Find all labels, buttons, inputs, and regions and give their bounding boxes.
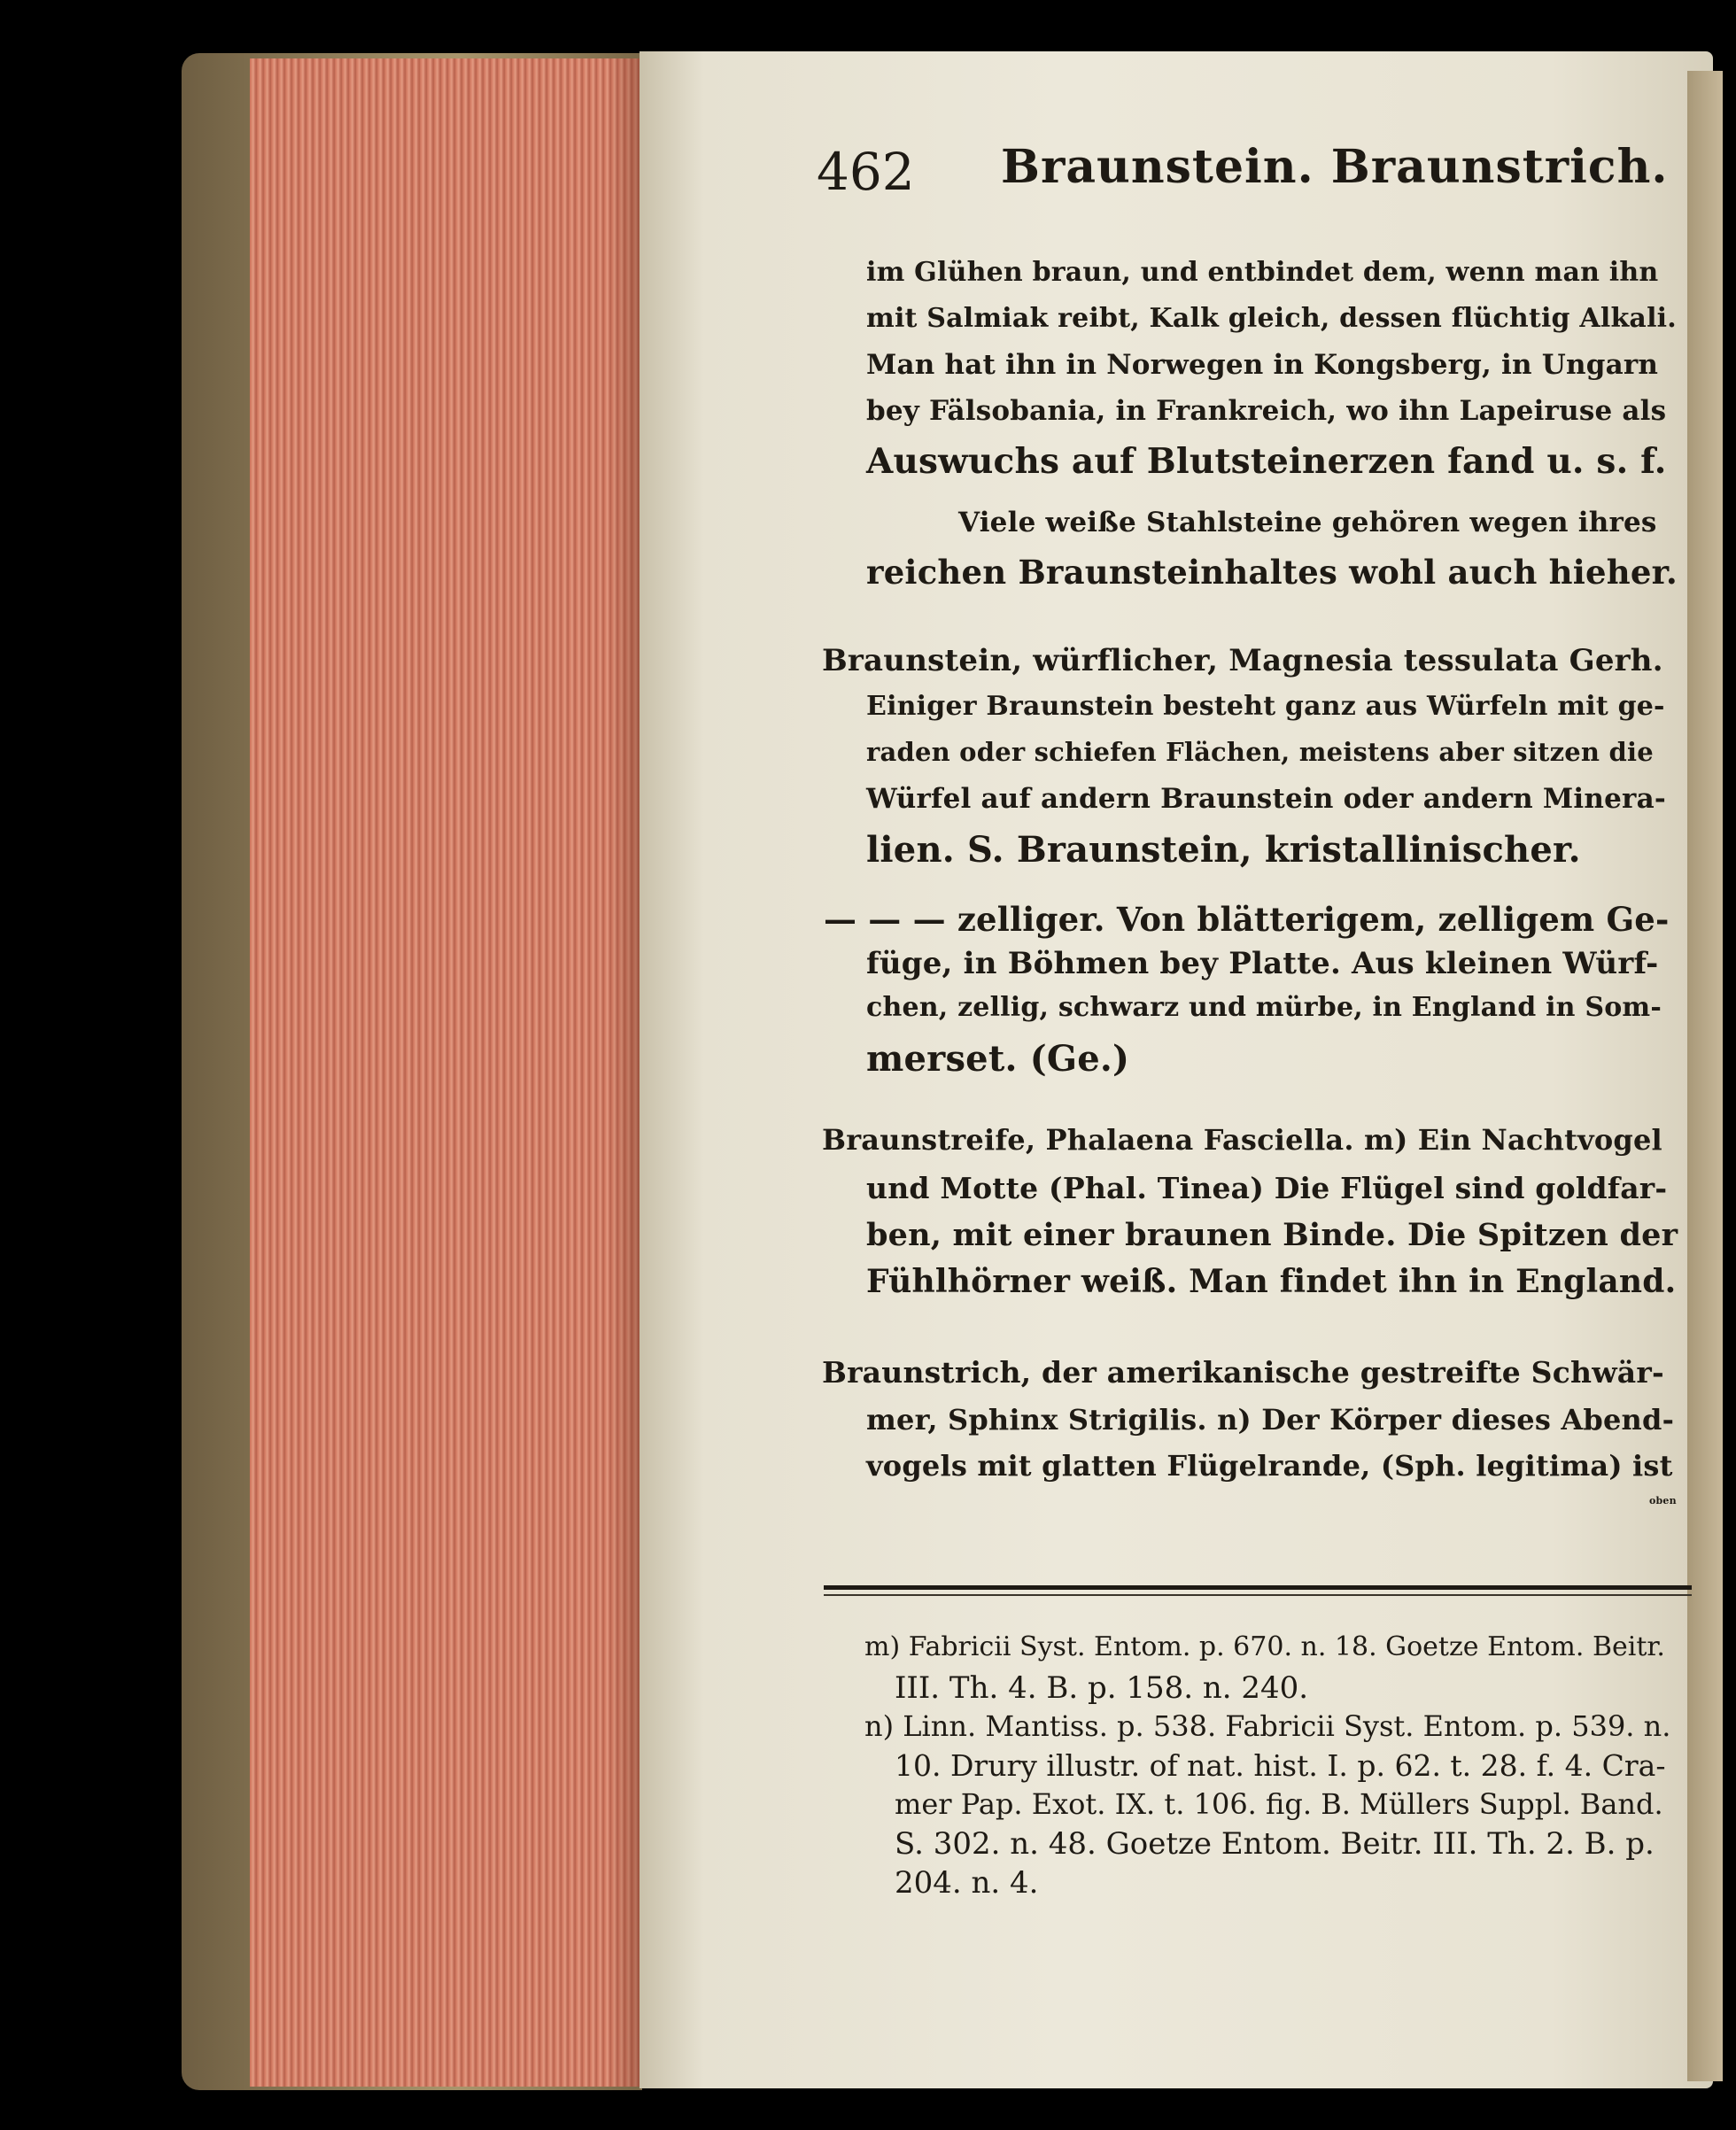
body-line: und Motte (Phal. Tinea) Die Flügel sind goldfar-	[866, 1171, 1668, 1205]
entry-heading-line: — — — zelliger. Von blätterigem, zelligem Ge-	[824, 900, 1670, 939]
body-line: merset. (Ge.)	[866, 1038, 1130, 1080]
body-line: Man hat ihn in Norwegen in Kongsberg, in Ungarn	[866, 349, 1659, 381]
body-line: vogels mit glatten Flügelrande, (Sph. legitima) ist	[866, 1449, 1673, 1483]
body-line: raden oder schiefen Flächen, meistens aber sitzen die	[866, 737, 1654, 767]
entry-heading-line: Braunstrich, der amerikanische gestreifte Schwär-	[822, 1355, 1664, 1390]
running-title: Braunstein. Braunstrich.	[1001, 140, 1669, 194]
body-line: Fühlhörner weiß. Man findet ihn in England.	[866, 1263, 1677, 1300]
body-line: im Glühen braun, und entbindet dem, wenn man ihn	[866, 257, 1659, 288]
body-line: lien. S. Braunstein, kristallinischer.	[866, 829, 1581, 871]
body-line: chen, zellig, schwarz und mürbe, in England in Som-	[866, 992, 1662, 1023]
catchword: oben	[1649, 1495, 1677, 1506]
body-line: Würfel auf andern Braunstein oder andern Minera-	[866, 783, 1666, 815]
footnote-line: 10. Drury illustr. of nat. hist. I. p. 62. t. 28. f. 4. Cra-	[895, 1748, 1666, 1783]
next-page-edge	[1687, 71, 1723, 2081]
body-line: bey Fälsobania, in Frankreich, wo ihn Lapeiruse als	[866, 395, 1667, 427]
body-line: Viele weiße Stahlsteine gehören wegen ihres	[958, 507, 1657, 538]
page-number: 462	[817, 142, 915, 202]
page-edges	[250, 58, 644, 2087]
footnote-rule-thin	[824, 1594, 1692, 1596]
footnote-line: III. Th. 4. B. p. 158. n. 240.	[895, 1670, 1309, 1706]
body-line: mit Salmiak reibt, Kalk gleich, dessen flüchtig Alkali.	[866, 303, 1677, 334]
body-line: füge, in Böhmen bey Platte. Aus kleinen Würf-	[866, 946, 1659, 981]
entry-heading-line: Braunstreife, Phalaena Fasciella. m) Ein Nachtvogel	[822, 1123, 1662, 1157]
entry-heading-line: Braunstein, würflicher, Magnesia tessulata Gerh.	[822, 643, 1663, 678]
footnote-line: n) Linn. Mantiss. p. 538. Fabricii Syst. Entom. p. 539. n.	[864, 1709, 1671, 1743]
body-line: mer, Sphinx Strigilis. n) Der Körper dieses Abend-	[866, 1403, 1675, 1437]
body-line: Auswuchs auf Blutsteinerzen fand u. s. f.	[866, 441, 1667, 482]
body-line: reichen Braunsteinhaltes wohl auch hieher.	[866, 553, 1678, 592]
body-line: Einiger Braunstein besteht ganz aus Würfeln mit ge-	[866, 691, 1665, 722]
footnote-line: S. 302. n. 48. Goetze Entom. Beitr. III. Th. 2. B. p.	[895, 1826, 1655, 1862]
footnote-line: m) Fabricii Syst. Entom. p. 670. n. 18. Goetze Entom. Beitr.	[864, 1631, 1665, 1662]
body-line: ben, mit einer braunen Binde. Die Spitzen der	[866, 1217, 1678, 1253]
footnote-line: 204. n. 4.	[895, 1865, 1039, 1901]
footnote-line: mer Pap. Exot. IX. t. 106. fig. B. Müllers Suppl. Band.	[895, 1787, 1663, 1821]
footnote-rule	[824, 1585, 1692, 1590]
